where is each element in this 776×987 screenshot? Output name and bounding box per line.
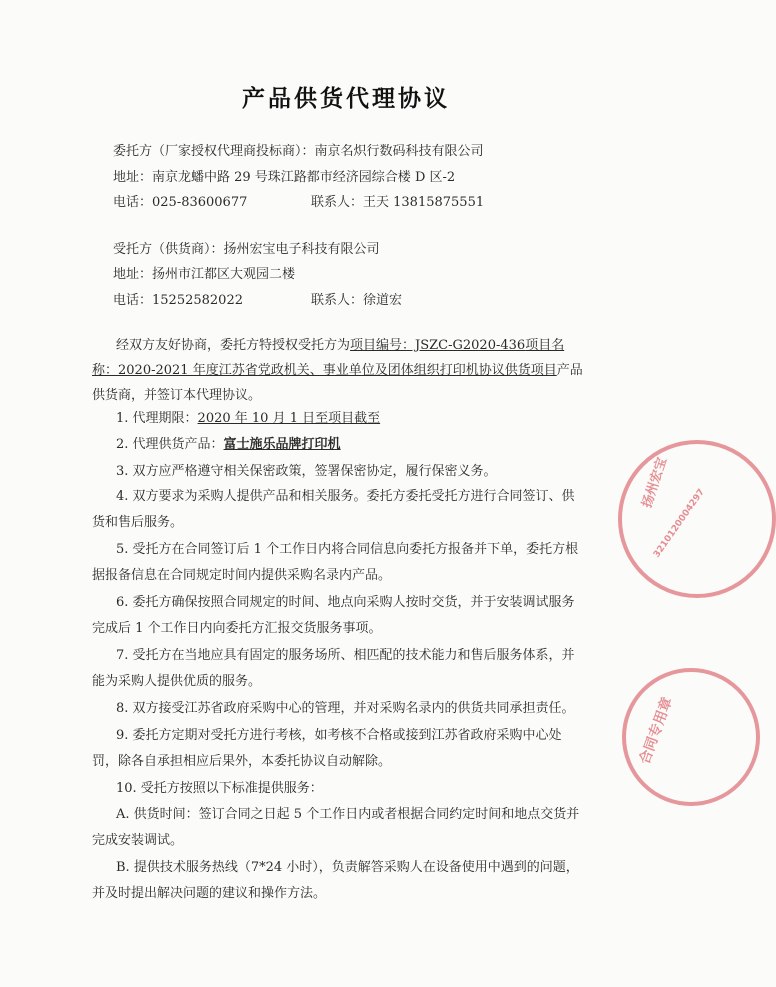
term-3: 3. 双方应严格遵守相关保密政策，签署保密协定，履行保密义务。 <box>116 464 497 479</box>
contract-seal-text: 合同专用章 <box>636 695 676 767</box>
term-1-label: 1. 代理期限： <box>116 411 198 426</box>
term-2-value: 富士施乐品牌打印机 <box>223 437 341 452</box>
agent-contact: 联系人：徐道宏 <box>311 293 403 308</box>
seal-number-text: 3210120004297 <box>652 487 707 560</box>
principal-name-line: 委托方（厂家授权代理商投标商）：南京名炽行数码科技有限公司 <box>113 144 484 159</box>
term-4: 4. 双方要求为采购人提供产品和相关服务。委托方委托受托方进行合同签订、供货和售后服务。 <box>92 489 575 530</box>
principal-contact: 联系人：王天 13815875551 <box>311 195 485 210</box>
term-2 <box>92 432 587 458</box>
term-10: 10. 受托方按照以下标准提供服务： <box>116 781 323 796</box>
term-1 <box>92 406 587 432</box>
principal-contact-row <box>113 191 485 210</box>
agent-contact-row <box>113 289 403 308</box>
project-number: 项目编号：JSZC-G2020-436 <box>350 338 526 353</box>
term-1-value: 2020 年 10 月 1 日至项目截至 <box>197 411 381 426</box>
term-6: 6. 委托方确保按照合同规定的时间、地点向采购人按时交货，并于安装调试服务完成后 1 个工作日内向委托方汇报交货服务事项。 <box>92 595 575 636</box>
document-title: 产品供货代理协议 <box>242 85 450 112</box>
contract-seal-stamp <box>622 668 760 806</box>
term-b: B. 提供技术服务热线（7*24 小时），负责解答采购人在设备使用中遇到的问题，并及时提出解决问题的建议和操作方法。 <box>92 860 579 901</box>
term-9: 9. 委托方定期对受托方进行考核，如考核不合格或接到江苏省政府采购中心处罚，除各自承担相应后果外，本委托协议自动解除。 <box>92 728 562 769</box>
agent-phone: 电话：15252582022 <box>113 293 243 308</box>
term-a: A. 供货时间：签订合同之日起 5 个工作日内或者根据合同约定时间和地点交货并完成安装调试。 <box>92 807 580 848</box>
intro-paragraph <box>92 333 587 408</box>
term-2-label: 2. 代理供货产品： <box>116 437 224 452</box>
principal-phone: 电话：025-83600677 <box>113 195 248 210</box>
intro-text-end: 产品供货商，并签订本代理协议。 <box>92 363 583 403</box>
term-8: 8. 双方接受江苏省政府采购中心的管理，并对采购名录内的供货共同承担责任。 <box>116 701 575 716</box>
seal-company-text: 扬州宏宝 <box>639 455 671 510</box>
term-5: 5. 受托方在合同签订后 1 个工作日内将合同信息向委托方报备并下单，委托方根据报备信息在合同规定时间内提供采购名录内产品。 <box>92 542 579 583</box>
project-name: 项目名称：2020-2021 年度江苏省党政机关、事业单位及团体组织打印机协议供货项目 <box>92 338 565 378</box>
intro-text: 经双方友好协商，委托方特授权受托方为 <box>116 338 351 353</box>
agent-address-line: 地址：扬州市江都区大观园二楼 <box>113 267 296 282</box>
agent-name-line: 受托方（供货商）：扬州宏宝电子科技有限公司 <box>113 242 380 257</box>
principal-address-line: 地址：南京龙蟠中路 29 号珠江路都市经济园综合楼 D 区-2 <box>113 170 456 185</box>
term-7: 7. 受托方在当地应具有固定的服务场所、相匹配的技术能力和售后服务体系，并能为采购人提供优质的服务。 <box>92 648 575 689</box>
company-seal-stamp <box>618 440 776 598</box>
